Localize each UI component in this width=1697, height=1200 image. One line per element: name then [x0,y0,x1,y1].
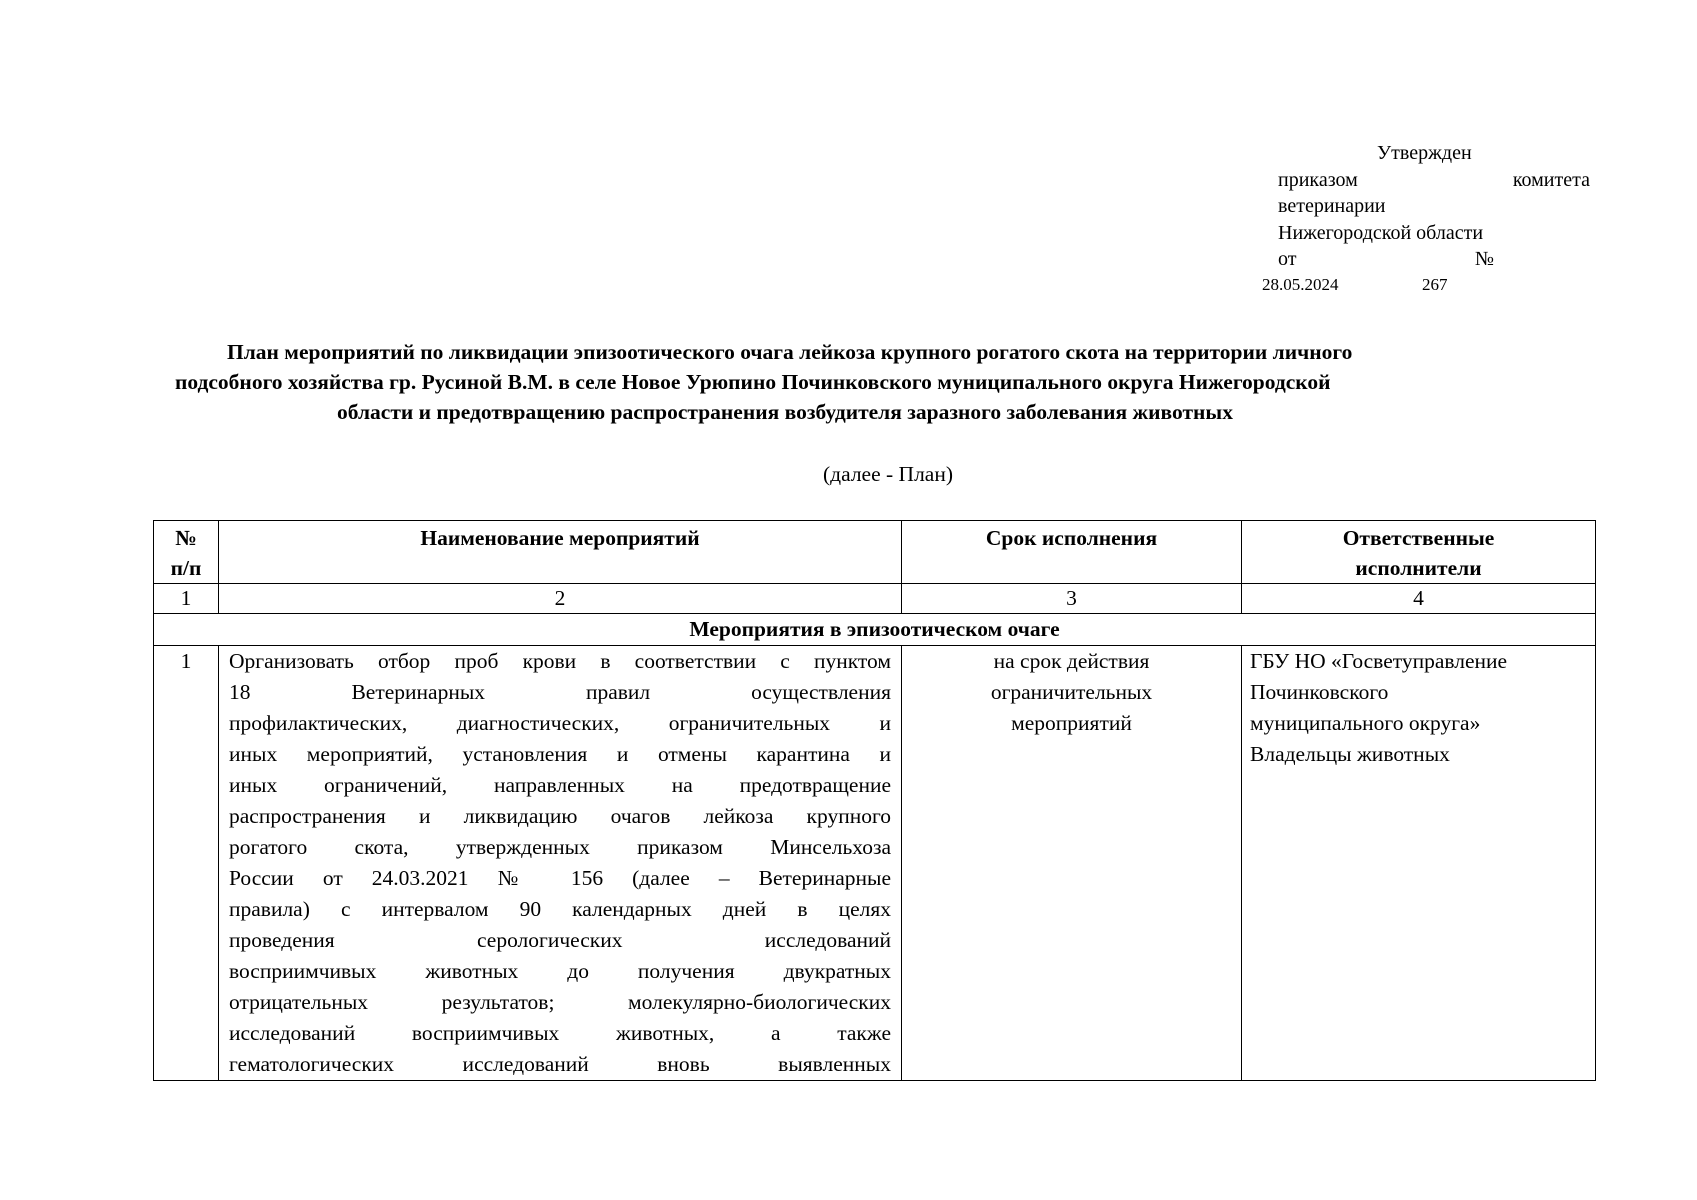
section-title: Мероприятия в эпизоотическом очаге [154,614,1596,646]
approval-meta [1262,273,1590,297]
approval-line-2-right: комитета [1512,168,1590,191]
header-resp-line-1: Ответственные [1342,526,1495,550]
row-term-line: на срок действия [993,649,1150,673]
row-resp-line: муниципального округа» [1250,711,1481,735]
header-resp-line-2: исполнители [1355,556,1482,580]
row-term-line: ограничительных [990,680,1153,704]
section-row [154,614,1596,646]
row-name-line: Организовать отбор проб крови в соответствии с пунктом [229,649,891,673]
row-name-line: 18 Ветеринарных правил осуществления [229,680,891,704]
row-term [902,646,1242,1081]
approval-line-5 [1278,246,1494,273]
row-name-line: иных ограничений, направленных на предотвращение [229,773,891,797]
table-row [154,646,1596,1081]
document-subtitle: (далее - План) [823,462,954,486]
approval-line-4: Нижегородской области [1278,221,1484,244]
column-number-3: 3 [902,584,1242,614]
row-num: 1 [154,646,219,1081]
approval-block [1262,140,1590,297]
approval-number: 267 [1422,274,1448,294]
row-resp-line: ГБУ НО «Госветуправление [1250,649,1508,673]
header-num [154,521,219,584]
row-resp-line: Владельцы животных [1250,742,1450,766]
header-name: Наименование мероприятий [219,521,902,584]
row-name-line: иных мероприятий, установления и отмены карантина и [229,742,891,766]
row-term-line: мероприятий [1011,711,1132,735]
column-number-4: 4 [1242,584,1596,614]
approval-line-1: Утвержден [1377,142,1472,164]
row-name [219,646,902,1081]
row-resp-line: Починковского [1250,680,1389,704]
document-title [160,337,1580,427]
row-name-line: профилактических, диагностических, ограничительных и [229,711,891,735]
row-name-line: восприимчивых животных до получения двукратных [229,959,891,983]
header-resp [1242,521,1596,584]
header-num-line-1: № [175,526,197,550]
approval-line-5-right: № [1474,248,1494,270]
header-term: Срок исполнения [902,521,1242,584]
row-name-line: распространения и ликвидацию очагов лейкоза крупного [229,804,891,828]
title-line-3: области и предотвращению распространения возбудителя заразного заболевания животных [337,400,1233,424]
row-name-line: проведения серологических исследований [229,928,891,952]
approval-line-2 [1278,167,1590,194]
approval-line-5-left: от [1278,248,1297,270]
approval-date: 28.05.2024 [1262,274,1339,294]
row-name-line: гематологических исследований вновь выявленных [229,1052,891,1076]
title-line-1: План мероприятий по ликвидации эпизоотического очага лейкоза крупного рогатого скота на территории личного [227,340,1353,364]
column-number-1: 1 [154,584,219,614]
approval-line-2-left: приказом [1278,168,1358,191]
row-name-line: исследований восприимчивых животных, а также [229,1021,891,1045]
header-num-line-2: п/п [170,556,202,580]
plan-table [153,520,1596,1081]
row-name-line: России от 24.03.2021 № 156 (далее – Ветеринарные [229,866,891,890]
approval-line-3: ветеринарии [1278,195,1386,217]
column-number-2: 2 [219,584,902,614]
table-header-row [154,521,1596,584]
row-name-line: отрицательных результатов; молекулярно-биологических [229,990,891,1014]
row-name-line: правила) с интервалом 90 календарных дней в целях [229,897,891,921]
column-number-row [154,584,1596,614]
row-responsible [1242,646,1596,1081]
row-name-line: рогатого скота, утвержденных приказом Минсельхоза [229,835,891,859]
title-line-2: подсобного хозяйства гр. Русиной В.М. в селе Новое Урюпино Починковского муниципального округа Нижегородской [175,370,1331,394]
